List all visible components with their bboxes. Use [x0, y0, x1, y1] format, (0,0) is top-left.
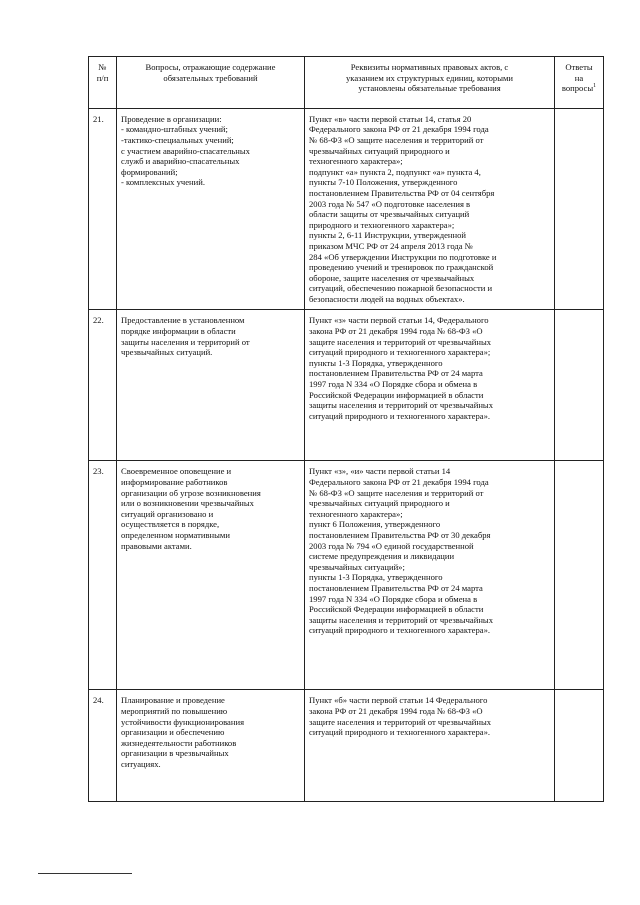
- requirements-table: [88, 56, 604, 802]
- requisites-line: области защиты от чрезвычайных ситуаций: [309, 209, 470, 220]
- requisites-line: 284 «Об утверждении Инструкции по подготовке и: [309, 251, 497, 262]
- requisites-line: Пункт «з», «и» части первой статьи 14: [309, 466, 451, 477]
- requisites-line: Российской Федерации информацией в области: [309, 389, 484, 400]
- table-body: [89, 108, 604, 802]
- requisites-line: чрезвычайных ситуаций»;: [309, 561, 405, 572]
- requisites-line: 1997 года N 334 «О Порядке сбора и обмена в: [309, 379, 478, 390]
- row-number: 23.: [89, 461, 117, 690]
- header-requisites: [305, 57, 555, 109]
- table-row: [89, 461, 604, 690]
- question-line: защиты населения и территорий от: [121, 336, 250, 347]
- header-text: на: [574, 72, 584, 83]
- question-line: осуществляется в порядке,: [121, 519, 220, 530]
- requisites-line: приказом МЧС РФ от 24 апреля 2013 года №: [309, 240, 473, 251]
- requisites-line: ситуаций природного и техногенного характера».: [309, 625, 491, 636]
- requisites-cell: [305, 690, 555, 802]
- requisites-line: ситуаций природного и техногенного характера»;: [309, 347, 491, 358]
- requisites-line: пункты 2, 6-11 Инструкции, утвержденной: [309, 230, 467, 241]
- header-text: обязательных требований: [163, 72, 258, 83]
- header-num: [89, 57, 117, 109]
- question-cell: [117, 690, 305, 802]
- question-line: чрезвычайных ситуаций.: [121, 347, 213, 358]
- requisites-line: постановлением Правительства РФ от 04 сентября: [309, 187, 495, 198]
- header-answers: [555, 57, 604, 109]
- requisites-line: пункты 1-3 Порядка, утвержденного: [309, 357, 443, 368]
- question-line: Планирование и проведение: [121, 695, 225, 706]
- question-line: устойчивости функционирования: [121, 716, 245, 727]
- requisites-line: пункты 7-10 Положения, утвержденного: [309, 177, 458, 188]
- answer-cell[interactable]: [555, 108, 604, 310]
- header-text: №: [98, 62, 107, 72]
- requisites-line: безопасности людей на водных объектах».: [309, 293, 465, 304]
- question-line: или о возникновении чрезвычайных: [121, 498, 254, 509]
- question-line: определенном нормативными: [121, 530, 230, 541]
- question-line: служб и аварийно-спасательных: [121, 156, 240, 167]
- requisites-line: Пункт «з» части первой статьи 14, Федерального: [309, 315, 489, 326]
- row-number: 22.: [89, 310, 117, 461]
- requisites-line: постановлением Правительства РФ от 30 декабря: [309, 530, 491, 541]
- header-questions: [117, 57, 305, 109]
- question-cell: [117, 461, 305, 690]
- requisites-line: защите населения и территорий от чрезвычайных: [309, 716, 492, 727]
- question-line: Предоставление в установленном: [121, 315, 245, 326]
- requisites-line: чрезвычайных ситуаций природного и: [309, 498, 450, 509]
- question-line: организации об угрозе возникновения: [121, 487, 261, 498]
- requisites-line: закона РФ от 21 декабря 1994 года № 68-ФЗ «О: [309, 706, 483, 717]
- table-row: [89, 108, 604, 310]
- requisites-line: ситуаций природного и техногенного характера».: [309, 727, 491, 738]
- question-line: с участием аварийно-спасательных: [121, 145, 250, 156]
- answer-cell[interactable]: [555, 310, 604, 461]
- question-line: организации в чрезвычайных: [121, 748, 229, 759]
- requisites-line: Пункт «в» части первой статьи 14, статья 20: [309, 113, 472, 124]
- requisites-line: закона РФ от 21 декабря 1994 года № 68-ФЗ «О: [309, 326, 483, 337]
- requisites-cell: [305, 108, 555, 310]
- table-row: [89, 310, 604, 461]
- requisites-line: 1997 года N 334 «О Порядке сбора и обмена в: [309, 593, 478, 604]
- requisites-line: обороне, защите населения от чрезвычайных: [309, 272, 475, 283]
- answer-cell[interactable]: [555, 461, 604, 690]
- requisites-line: защиты населения и территорий от чрезвычайных: [309, 400, 494, 411]
- requisites-line: № 68-ФЗ «О защите населения и территорий от: [309, 134, 484, 145]
- footnote-separator: [38, 873, 132, 874]
- requisites-line: защите населения и территорий от чрезвычайных: [309, 336, 492, 347]
- requisites-line: чрезвычайных ситуаций природного и: [309, 145, 450, 156]
- requisites-line: 2003 года № 794 «О единой государственной: [309, 540, 474, 551]
- requisites-line: постановлением Правительства РФ от 24 марта: [309, 583, 483, 593]
- requisites-line: защиты населения и территорий от чрезвычайных: [309, 614, 494, 625]
- requisites-line: ситуаций, обеспечению пожарной безопасности и: [309, 283, 493, 294]
- question-cell: [117, 310, 305, 461]
- requisites-cell: [305, 310, 555, 461]
- header-text: установлены обязательные требования: [358, 83, 501, 94]
- question-line: информирование работников: [121, 477, 228, 488]
- question-line: правовыми актами.: [121, 540, 192, 551]
- requisites-line: № 68-ФЗ «О защите населения и территорий от: [309, 487, 484, 498]
- table-header-row: [89, 57, 604, 109]
- header-text: п/п: [96, 72, 109, 83]
- question-line: Проведение в организации:: [121, 113, 222, 124]
- question-line: формирований;: [121, 166, 178, 177]
- requisites-line: природного и техногенного характера»;: [309, 219, 455, 230]
- requisites-line: Пункт «б» части первой статьи 14 Федерального: [309, 695, 488, 706]
- header-text: Ответы: [565, 62, 593, 72]
- question-line: Своевременное оповещение и: [121, 466, 232, 477]
- requisites-line: 2003 года № 547 «О подготовке населения в: [309, 198, 471, 209]
- requisites-line: Федерального закона РФ от 21 декабря 1994 года: [309, 477, 489, 488]
- requisites-line: техногенного характера»;: [309, 508, 403, 519]
- question-line: - командно-штабных учений;: [121, 124, 228, 135]
- requisites-line: Российской Федерации информацией в области: [309, 604, 484, 615]
- row-number: 21.: [89, 108, 117, 310]
- header-text: Вопросы, отражающие содержание: [145, 62, 276, 72]
- footnote-mark: 1: [593, 83, 597, 90]
- header-text: Реквизиты нормативных правовых актов, с: [350, 62, 509, 72]
- question-line: ситуаций организовано и: [121, 508, 214, 519]
- question-line: жизнедеятельности работников: [121, 737, 237, 748]
- requisites-line: проведению учений и тренировок по гражданской: [309, 262, 494, 273]
- question-cell: [117, 108, 305, 310]
- requisites-line: пункт 6 Положения, утвержденного: [309, 519, 441, 530]
- requisites-line: системе предупреждения и ликвидации: [309, 551, 455, 562]
- requisites-line: Федерального закона РФ от 21 декабря 1994 года: [309, 124, 489, 135]
- header-text: указанием их структурных единиц, которыми: [345, 72, 513, 83]
- table-row: [89, 690, 604, 802]
- question-line: ситуациях.: [121, 759, 161, 770]
- row-number: 24.: [89, 690, 117, 802]
- question-line: - комплексных учений.: [121, 177, 205, 188]
- requisites-cell: [305, 461, 555, 690]
- header-text: [559, 83, 599, 94]
- header-text: вопросы: [561, 83, 594, 94]
- question-line: мероприятий по повышению: [121, 706, 228, 717]
- requisites-line: постановлением Правительства РФ от 24 марта: [309, 368, 483, 379]
- answer-cell[interactable]: [555, 690, 604, 802]
- requisites-line: техногенного характера»;: [309, 156, 403, 167]
- requisites-line: подпункт «а» пункта 2, подпункт «а» пункта 4,: [309, 166, 481, 177]
- question-line: порядке информации в области: [121, 326, 236, 337]
- requisites-line: пункты 1-3 Порядка, утвержденного: [309, 572, 443, 583]
- requisites-line: ситуаций природного и техногенного характера».: [309, 410, 491, 421]
- question-line: организации и обеспечению: [121, 727, 225, 738]
- question-line: -тактико-специальных учений;: [121, 134, 234, 145]
